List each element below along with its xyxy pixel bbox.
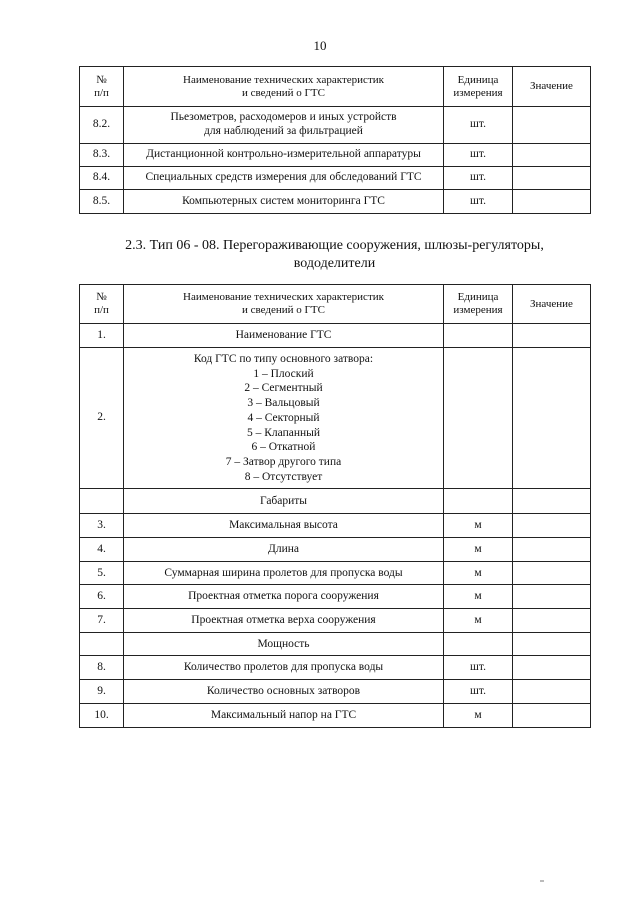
row-num: 9. — [80, 680, 124, 704]
row-num: 7. — [80, 609, 124, 633]
row-name: Количество основных затворов — [124, 680, 444, 704]
row-unit: м — [444, 514, 513, 538]
table-row — [80, 324, 591, 348]
row-unit: шт. — [444, 107, 513, 144]
row-num: 3. — [80, 514, 124, 538]
gate-code-title: Код ГТС по типу основного затвора: — [193, 353, 374, 365]
table-row — [80, 514, 591, 538]
row-name: Проектная отметка верха сооружения — [124, 609, 444, 633]
header-value: Значение — [513, 67, 591, 107]
scan-artifact — [540, 880, 544, 882]
row-name: Количество пролетов для пропуска воды — [124, 656, 444, 680]
table-row-gate-code — [80, 348, 591, 489]
header-unit: Единица измерения — [444, 285, 513, 324]
row-value — [513, 324, 591, 348]
group-row-gabarity — [80, 489, 591, 514]
row-num: 8.2. — [80, 107, 124, 144]
gate-code-item: 8 – Отсутствует — [244, 470, 323, 483]
row-value — [513, 585, 591, 609]
row-num: 2. — [80, 348, 124, 489]
row-value — [513, 144, 591, 167]
row-unit — [444, 324, 513, 348]
row-unit: м — [444, 704, 513, 728]
group-row-moshchnost — [80, 633, 591, 656]
row-num: 4. — [80, 538, 124, 562]
row-name: Специальных средств измерения для обследований ГТС — [124, 167, 444, 190]
table-row — [80, 585, 591, 609]
gate-code-item: 5 – Клапанный — [246, 426, 321, 439]
row-unit: шт. — [444, 167, 513, 190]
page-number: 10 — [313, 38, 327, 53]
row-name: Максимальный напор на ГТС — [124, 704, 444, 728]
table-row — [80, 656, 591, 680]
table-row — [80, 538, 591, 562]
row-unit: м — [444, 562, 513, 585]
row-name: Дистанционной контрольно-измерительной аппаратуры — [124, 144, 444, 167]
row-unit — [444, 348, 513, 489]
table-header-row — [80, 67, 591, 107]
gate-code-cell — [124, 348, 444, 489]
header-unit: Единица измерения — [444, 67, 513, 107]
row-value — [513, 609, 591, 633]
row-name: Суммарная ширина пролетов для пропуска воды — [124, 562, 444, 585]
row-unit: шт. — [444, 144, 513, 167]
row-value — [513, 656, 591, 680]
row-num: 8.5. — [80, 190, 124, 214]
row-value — [513, 107, 591, 144]
row-value — [513, 680, 591, 704]
row-unit: шт. — [444, 680, 513, 704]
row-name: Наименование ГТС — [124, 324, 444, 348]
gate-code-item: 2 – Сегментный — [244, 382, 323, 395]
table-row — [80, 704, 591, 728]
gate-code-item: 7 – Затвор другого типа — [225, 456, 342, 469]
table-row — [80, 144, 591, 167]
row-name: Проектная отметка порога сооружения — [124, 585, 444, 609]
table-row — [80, 562, 591, 585]
row-unit: м — [444, 585, 513, 609]
gate-code-item: 4 – Секторный — [247, 411, 320, 424]
row-unit: шт. — [444, 190, 513, 214]
table-row — [80, 609, 591, 633]
gate-code-item: 6 – Откатной — [251, 441, 316, 454]
gate-code-item: 1 – Плоский — [253, 367, 314, 380]
row-num: 10. — [80, 704, 124, 728]
row-value — [513, 562, 591, 585]
gate-code-item: 3 – Вальцовый — [247, 397, 320, 410]
row-name: Компьютерных систем мониторинга ГТС — [124, 190, 444, 214]
row-value — [513, 190, 591, 214]
row-unit: шт. — [444, 656, 513, 680]
row-value — [513, 704, 591, 728]
row-value — [513, 514, 591, 538]
row-num: 8. — [80, 656, 124, 680]
row-value — [513, 538, 591, 562]
row-num: 1. — [80, 324, 124, 348]
group-label: Габариты — [124, 489, 444, 514]
row-num: 5. — [80, 562, 124, 585]
row-unit: м — [444, 609, 513, 633]
row-value — [513, 167, 591, 190]
header-num: № п/п — [80, 67, 124, 107]
row-name: Длина — [124, 538, 444, 562]
table-row — [80, 680, 591, 704]
table-row — [80, 190, 591, 214]
header-value: Значение — [513, 285, 591, 324]
table-row — [80, 167, 591, 190]
row-num: 6. — [80, 585, 124, 609]
row-value — [513, 348, 591, 489]
row-unit: м — [444, 538, 513, 562]
row-num: 8.4. — [80, 167, 124, 190]
header-num: № п/п — [80, 285, 124, 324]
row-name: Максимальная высота — [124, 514, 444, 538]
section-title: 2.3. Тип 06 - 08. Перегораживающие сооружения, шлюзы-регуляторы, вододелители — [125, 238, 544, 272]
characteristics-table-2 — [79, 284, 591, 728]
row-name: Пьезометров, расходомеров и иных устройств для наблюдений за фильтрацией — [124, 107, 444, 144]
row-num: 8.3. — [80, 144, 124, 167]
header-name: Наименование технических характеристик и сведений о ГТС — [124, 285, 444, 324]
group-label: Мощность — [124, 633, 444, 656]
characteristics-table-1 — [79, 66, 591, 214]
table-header-row — [80, 285, 591, 324]
header-name: Наименование технических характеристик и сведений о ГТС — [124, 67, 444, 107]
table-row — [80, 107, 591, 144]
